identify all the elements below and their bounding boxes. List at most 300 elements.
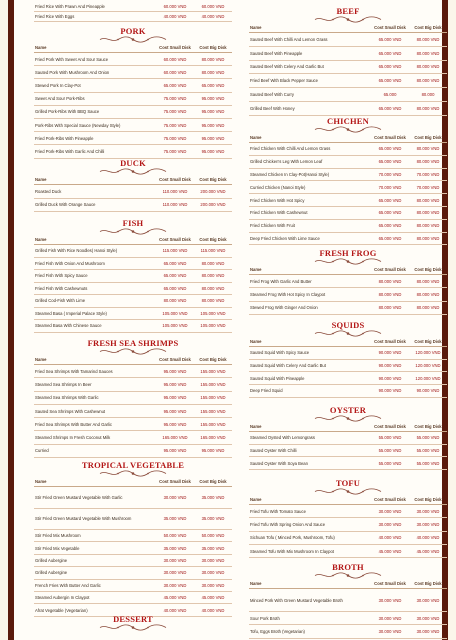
section-ornament	[313, 330, 383, 337]
menu-item-row	[34, 431, 232, 444]
table-header	[34, 43, 232, 53]
cost-big: 155.000 VND	[200, 421, 226, 427]
header-cost-small: Cost Small Disk	[374, 25, 406, 30]
section-fresh-frog	[249, 248, 447, 315]
menu-item-row	[249, 288, 447, 301]
menu-item-row	[34, 418, 232, 431]
cost-big: 80.000 VND	[201, 260, 225, 266]
section-title: BROTH	[332, 562, 364, 572]
cost-big: 60.000 VND	[201, 4, 225, 9]
item-name: Steamed Aubergin In Claypot	[35, 595, 90, 601]
menu-item-row	[34, 132, 232, 145]
cost-small: 65.000 VND	[378, 50, 402, 56]
menu-item-row	[34, 145, 232, 158]
section-dessert	[34, 614, 232, 631]
item-name: Steamed Tofu With Mix Mushroom In Claypot	[250, 548, 334, 554]
item-name: Stir Fried Mix Vegetable	[35, 545, 80, 551]
menu-item-row	[249, 625, 447, 638]
menu-item-row	[249, 505, 447, 518]
cost-big: 95.000 VND	[201, 148, 225, 154]
item-name: Fried Tofu With Tomato Sauce	[250, 508, 306, 514]
item-name: Sauted Beef With Pineapple	[250, 50, 303, 56]
menu-item-row	[249, 589, 447, 612]
table-header	[249, 265, 447, 275]
cost-small: 65.000 VND	[378, 146, 402, 152]
menu-item-row	[34, 270, 232, 283]
item-name: Fried Tofu With Spring Onion And Sauce	[250, 521, 326, 527]
section-title: BEEF	[336, 6, 360, 16]
cost-big: 95.000 VND	[201, 448, 225, 454]
cost-small: 30.000 VND	[378, 521, 402, 527]
cost-small: 30.000 VND	[163, 570, 187, 576]
item-name: Curried	[35, 448, 49, 454]
menu-item-row	[34, 53, 232, 66]
table-header	[34, 235, 232, 245]
section-chichen	[249, 116, 447, 245]
cost-big: 80.000 VND	[201, 273, 225, 279]
table-header	[34, 477, 232, 487]
cost-big: 80.000 VND	[416, 64, 440, 70]
item-name: Sauted Oyster With Chilli	[250, 448, 297, 454]
table-header	[249, 422, 447, 432]
section-title: SQUIDS	[331, 320, 365, 330]
item-name: Fried Rice With Eggs	[35, 14, 75, 19]
menu-item-row	[34, 365, 232, 378]
item-name: Sauted Sea Shrimps With Cashewnut	[35, 408, 106, 414]
section-title: OYSTER	[329, 405, 367, 415]
cost-small: 65.000 VND	[378, 235, 402, 241]
cost-big: 200.000 VND	[200, 188, 226, 194]
table-header	[249, 23, 447, 33]
header-cost-big: Cost Big Disk	[199, 45, 227, 50]
cost-small: 70.000 VND	[378, 184, 402, 190]
menu-item-row	[34, 119, 232, 132]
section-title: TROPICAL VEGETABLE	[81, 460, 185, 470]
item-name: Fried Pork-Ribs With Pineapple	[35, 135, 94, 141]
menu-item-row	[249, 385, 447, 398]
menu-item-row	[34, 580, 232, 592]
table-header	[34, 355, 232, 365]
item-name: Curried Chicken (Nanoi Style)	[250, 184, 306, 190]
menu-item-row	[249, 347, 447, 360]
cost-small: 65.000 VND	[378, 159, 402, 165]
cost-big: 95.000 VND	[201, 122, 225, 128]
section-ornament	[313, 258, 383, 265]
header-cost-small: Cost Small Disk	[374, 135, 406, 140]
cost-small: 65.000 VND	[378, 64, 402, 70]
item-name: Sour Pork Broth	[250, 615, 280, 621]
cost-big: 35.000 VND	[201, 545, 225, 551]
cost-big: 55.000 VND	[416, 460, 440, 466]
menu-item-row	[249, 88, 447, 102]
section-title: FISH	[122, 218, 144, 228]
section-duck	[34, 158, 232, 212]
header-name: Name	[35, 479, 47, 484]
header-cost-small: Cost Small Disk	[374, 339, 406, 344]
item-name: Fried Chicken With Hot Spicy	[250, 197, 305, 203]
cost-big: 70.000 VND	[416, 171, 440, 177]
cost-small: 55.000 VND	[378, 448, 402, 454]
item-name: Steamed Sea Shrimps With Garlic	[35, 395, 99, 401]
cost-small: 75.000 VND	[163, 122, 187, 128]
item-name: Steamed Sea Shrimps In Beer	[35, 381, 92, 387]
menu-item-row	[34, 378, 232, 391]
cost-small: 70.000 VND	[378, 171, 402, 177]
header-name: Name	[250, 424, 262, 429]
table-header	[34, 175, 232, 185]
cost-small: 105.000 VND	[162, 310, 188, 316]
cost-big: 80.000 VND	[416, 292, 440, 298]
section-ornament	[98, 624, 168, 631]
header-cost-big: Cost Big Disk	[199, 237, 227, 242]
section-pork	[34, 26, 232, 159]
cost-small: 60.000 VND	[163, 56, 187, 62]
menu-item-row	[249, 220, 447, 233]
menu-item-row	[249, 169, 447, 182]
menu-page	[8, 0, 448, 640]
cost-small: 30.000 VND	[163, 582, 187, 588]
item-name: Fried Pork-Ribs With Garlic And Chilli	[35, 148, 105, 154]
cost-small: 90.000 VND	[378, 363, 402, 369]
cost-small: 65.000 VND	[163, 273, 187, 279]
cost-small: 40.000 VND	[163, 607, 187, 613]
section-title: TOFU	[335, 478, 361, 488]
cost-big: 45.000 VND	[416, 548, 440, 554]
cost-small: 110.000 VND	[162, 188, 188, 194]
header-cost-big: Cost Big Disk	[414, 497, 442, 502]
item-name: Steamed Frog With Hot Spicy In Claypot	[250, 292, 326, 298]
menu-item-row	[34, 308, 232, 321]
item-name: Sichuan Tofu ( Minced Pork, Mushroom, Tofu)	[250, 535, 335, 541]
cost-big: 120.000 VND	[415, 375, 441, 381]
cost-big: 80.000 VND	[416, 78, 440, 84]
cost-small: 30.000 VND	[163, 494, 187, 500]
menu-item-row	[34, 592, 232, 604]
item-name: Sauted Beef With Chilli And Lemon Grass	[250, 36, 328, 42]
cost-big: 200.000 VND	[200, 202, 226, 208]
section-ornament	[98, 168, 168, 175]
cost-small: 115.000 VND	[162, 248, 188, 254]
section-title: PORK	[120, 26, 146, 36]
menu-item-row	[249, 207, 447, 220]
cost-big: 80.000 VND	[201, 298, 225, 304]
header-name: Name	[250, 581, 262, 586]
header-name: Name	[250, 339, 262, 344]
item-name: Pork-Ribs With Special Sauce (Newday Style)	[35, 122, 121, 128]
section-ornament	[98, 228, 168, 235]
menu-item-row	[34, 542, 232, 554]
item-name: Stir Fried Green Mustard Vegetable With Garlic	[35, 494, 123, 500]
cost-big: 65.000 VND	[201, 82, 225, 88]
cost-big: 30.000 VND	[416, 508, 440, 514]
item-name: Afrat Vegetable (Vegetarian)	[35, 607, 88, 613]
section-title: FRESH SEA SHRIMPS	[87, 338, 179, 348]
cost-big: 50.000 VND	[201, 533, 225, 539]
cost-small: 75.000 VND	[163, 109, 187, 115]
cost-big: 30.000 VND	[416, 615, 440, 621]
cost-big: 30.000 VND	[416, 629, 440, 635]
cost-big: 30.000 VND	[201, 582, 225, 588]
cost-big: 80.000 VND	[416, 223, 440, 229]
menu-item-row	[249, 445, 447, 458]
header-cost-small: Cost Small Disk	[374, 424, 406, 429]
item-name: Stir Fried Mix Mushroom	[35, 533, 81, 539]
cost-big: 155.000 VND	[200, 395, 226, 401]
cost-small: 65.000	[383, 92, 397, 98]
item-name: Fried Fish With Onion And Mushroom	[35, 260, 105, 266]
cost-big: 35.000 VND	[201, 516, 225, 522]
item-name: Tofu, Eggs Broth (Vegetarian)	[250, 629, 305, 635]
menu-item-row	[34, 392, 232, 405]
cost-small: 80.000 VND	[378, 292, 402, 298]
header-name: Name	[35, 357, 47, 362]
item-name: Sauted Beef With Curry	[250, 92, 294, 98]
menu-item-row	[249, 74, 447, 88]
item-name: Fried Sea Shrimps With Butter And Garlic	[35, 421, 113, 427]
header-name: Name	[35, 45, 47, 50]
item-name: Minced Pork With Green Mustard Vegetable Broth	[250, 597, 343, 603]
table-header	[249, 337, 447, 347]
cost-small: 95.000 VND	[163, 395, 187, 401]
item-name: Grilled Fish With Rice Noodles( Hanoi Style)	[35, 248, 118, 254]
menu-item-row	[249, 181, 447, 194]
menu-item-row	[34, 199, 232, 213]
item-name: Stewed Pork In Clay-Pot	[35, 82, 81, 88]
header-cost-big: Cost Big Disk	[414, 267, 442, 272]
menu-item-row	[249, 545, 447, 558]
section-ornament	[313, 572, 383, 579]
cost-big: 80.000 VND	[416, 197, 440, 203]
item-name: Fried Sea Shrimps With Tamarind Sauces	[35, 368, 113, 374]
cost-small: 65.000 VND	[378, 223, 402, 229]
section-tofu	[249, 478, 447, 558]
item-name: Grilled Pork-Ribs With BBQ Sauce	[35, 109, 100, 115]
cost-small: 40.000 VND	[378, 535, 402, 541]
table-header	[249, 495, 447, 505]
cost-big: 105.000 VND	[200, 310, 226, 316]
header-cost-small: Cost Small Disk	[159, 177, 191, 182]
cost-small: 30.000 VND	[378, 597, 402, 603]
header-cost-big: Cost Big Disk	[414, 25, 442, 30]
cost-big: 95.000 VND	[201, 135, 225, 141]
menu-item-row	[34, 530, 232, 542]
header-cost-big: Cost Big Disk	[199, 177, 227, 182]
menu-item-row	[249, 233, 447, 246]
cost-small: 95.000 VND	[163, 448, 187, 454]
cost-big: 40.000 VND	[201, 607, 225, 613]
item-name: Steamed Basa With Chinese Sauce	[35, 323, 102, 329]
menu-item-row	[34, 66, 232, 79]
menu-item-row	[249, 275, 447, 288]
cost-big: 35.000 VND	[201, 494, 225, 500]
item-name: Stir Fried Green Mustard Vegetable With Mushroom	[35, 516, 132, 522]
item-name: Stewed Frog With Ginger And Onion	[250, 305, 318, 311]
section-broth	[249, 562, 447, 639]
cost-small: 110.000 VND	[162, 202, 188, 208]
cost-big: 30.000 VND	[201, 570, 225, 576]
header-cost-small: Cost Small Disk	[159, 357, 191, 362]
menu-item-row	[249, 532, 447, 545]
menu-item-row	[34, 567, 232, 579]
item-name: Sauted Squid With Pineapple	[250, 375, 305, 381]
cost-small: 65.000 VND	[378, 78, 402, 84]
cost-small: 30.000 VND	[378, 615, 402, 621]
menu-item-row	[34, 185, 232, 199]
cost-small: 90.000 VND	[378, 388, 402, 394]
cost-big: 80.000 VND	[416, 159, 440, 165]
cost-big: 80.000 VND	[201, 285, 225, 291]
cost-small: 30.000 VND	[378, 629, 402, 635]
item-name: Fried Fish With Cashewnuts	[35, 285, 88, 291]
menu-item-row	[34, 445, 232, 458]
section-title: CHICHEN	[326, 116, 370, 126]
header-cost-small: Cost Small Disk	[159, 479, 191, 484]
cost-small: 75.000 VND	[163, 96, 187, 102]
cost-big: 80.000 VND	[416, 105, 440, 111]
section-oyster	[249, 405, 447, 470]
item-name: Fried Chicken With Fruit	[250, 223, 295, 229]
header-name: Name	[250, 267, 262, 272]
cost-small: 65.000 VND	[378, 197, 402, 203]
cost-big: 80.000 VND	[416, 305, 440, 311]
header-cost-big: Cost Big Disk	[414, 339, 442, 344]
cost-small: 105.000 VND	[162, 323, 188, 329]
menu-item-row	[249, 457, 447, 470]
cost-big: 155.000 VND	[200, 381, 226, 387]
section-fish	[34, 218, 232, 333]
cost-big: 165.000 VND	[200, 435, 226, 441]
cost-big: 80.000	[421, 92, 435, 98]
item-name: Sweet And Sour Pork-Ribs	[35, 96, 85, 102]
cost-small: 60.000 VND	[163, 4, 187, 9]
header-cost-small: Cost Small Disk	[374, 581, 406, 586]
section-ornament	[313, 126, 383, 133]
cost-small: 165.000 VND	[162, 435, 188, 441]
item-name: Grilled Aubergine	[35, 558, 68, 563]
menu-item-row	[34, 320, 232, 333]
header-cost-small: Cost Small Disk	[374, 497, 406, 502]
section-squids	[249, 320, 447, 398]
header-name: Name	[35, 177, 47, 182]
section-ornament	[98, 470, 168, 477]
header-cost-big: Cost Big Disk	[199, 357, 227, 362]
section-title: DUCK	[120, 158, 146, 168]
item-name: Fried Beef With Black Pepper Sauce	[250, 78, 318, 84]
menu-item-row	[34, 555, 232, 567]
menu-item-row	[34, 106, 232, 119]
cost-small: 95.000 VND	[163, 381, 187, 387]
cost-small: 55.000 VND	[378, 435, 402, 441]
item-name: Sauted Beef With Celery And Garlic But	[250, 64, 324, 70]
cost-big: 55.000 VND	[416, 448, 440, 454]
section-title: FRESH FROG	[319, 248, 377, 258]
item-name: Fried Fish With Spicy Sauce	[35, 273, 88, 279]
cost-small: 95.000 VND	[163, 421, 187, 427]
item-name: Sauted Squid With Spicy Sauce	[250, 350, 310, 356]
menu-item-row	[249, 143, 447, 156]
cost-small: 65.000 VND	[378, 105, 402, 111]
menu-item-row	[34, 405, 232, 418]
cost-small: 65.000 VND	[378, 36, 402, 42]
item-name: Roasted Duck	[35, 188, 62, 194]
section-ornament	[98, 348, 168, 355]
menu-item-row	[34, 93, 232, 106]
cost-big: 40.000 VND	[201, 14, 225, 19]
menu-item-row	[249, 360, 447, 373]
menu-item-row	[34, 245, 232, 258]
cost-small: 65.000 VND	[378, 210, 402, 216]
cost-small: 30.000 VND	[163, 558, 187, 563]
cost-big: 80.000 VND	[416, 235, 440, 241]
cost-small: 95.000 VND	[163, 368, 187, 374]
item-name: Fried Pork With Sweet And Sour Sauce	[35, 56, 109, 62]
cost-big: 70.000 VND	[416, 184, 440, 190]
cost-big: 155.000 VND	[200, 368, 226, 374]
header-cost-big: Cost Big Disk	[414, 581, 442, 586]
table-header	[249, 579, 447, 589]
cost-small: 90.000 VND	[378, 350, 402, 356]
cost-big: 120.000 VND	[415, 363, 441, 369]
cost-small: 95.000 VND	[163, 408, 187, 414]
section-tropical-vegetable	[34, 460, 232, 617]
section-ornament	[98, 36, 168, 43]
item-name: Grilled Duck With Orange Sauce	[35, 202, 96, 208]
item-name: Steamed Shrimps In Fresh Coconut Milk	[35, 435, 111, 441]
menu-item-row	[249, 102, 447, 116]
cost-big: 80.000 VND	[416, 36, 440, 42]
item-name: Grilled Aubergine	[35, 570, 68, 576]
item-name: French Fries With Butter And Garlic	[35, 582, 101, 588]
header-name: Name	[250, 135, 262, 140]
item-name: Steamed Basa ( Imperial Palace Style)	[35, 310, 107, 316]
item-name: Sauted Pork With Mushroom And Onion	[35, 69, 110, 75]
cost-big: 80.000 VND	[201, 69, 225, 75]
menu-item-row	[34, 283, 232, 296]
item-name: Grilled Chicken's Leg With Lemon Leaf	[250, 159, 323, 165]
cost-big: 95.000 VND	[201, 96, 225, 102]
item-name: Fried Rice With Prawn And Pineapple	[35, 4, 105, 9]
item-name: Grilled Cod-Fish With Lime	[35, 298, 86, 304]
header-name: Name	[35, 237, 47, 242]
cost-small: 30.000 VND	[378, 508, 402, 514]
cost-small: 65.000 VND	[163, 260, 187, 266]
section-top	[34, 2, 232, 22]
cost-small: 35.000 VND	[163, 545, 187, 551]
item-name: Deep Fried Chicken With Lime Sauce	[250, 235, 320, 241]
cost-small: 60.000 VND	[163, 69, 187, 75]
menu-item-row	[34, 2, 232, 12]
header-cost-small: Cost Small Disk	[374, 267, 406, 272]
menu-item-row	[34, 12, 232, 22]
cost-big: 55.000 VND	[416, 435, 440, 441]
item-name: Sauted Oyster With Soya Bean	[250, 460, 308, 466]
cost-small: 75.000 VND	[163, 148, 187, 154]
cost-big: 155.000 VND	[200, 408, 226, 414]
cost-small: 90.000 VND	[378, 375, 402, 381]
cost-big: 40.000 VND	[416, 535, 440, 541]
cost-big: 30.000 VND	[416, 521, 440, 527]
cost-big: 120.000 VND	[415, 350, 441, 356]
header-name: Name	[250, 497, 262, 502]
cost-small: 45.000 VND	[163, 595, 187, 601]
item-name: Steamed Chicken In Clay-Pot(Hanoi Style)	[250, 171, 330, 177]
table-header	[249, 133, 447, 143]
menu-item-row	[249, 33, 447, 47]
header-cost-big: Cost Big Disk	[414, 424, 442, 429]
cost-big: 95.000 VND	[201, 109, 225, 115]
section-ornament	[313, 488, 383, 495]
item-name: Fried Chicken With Chilli And Lemon Grass	[250, 146, 331, 152]
